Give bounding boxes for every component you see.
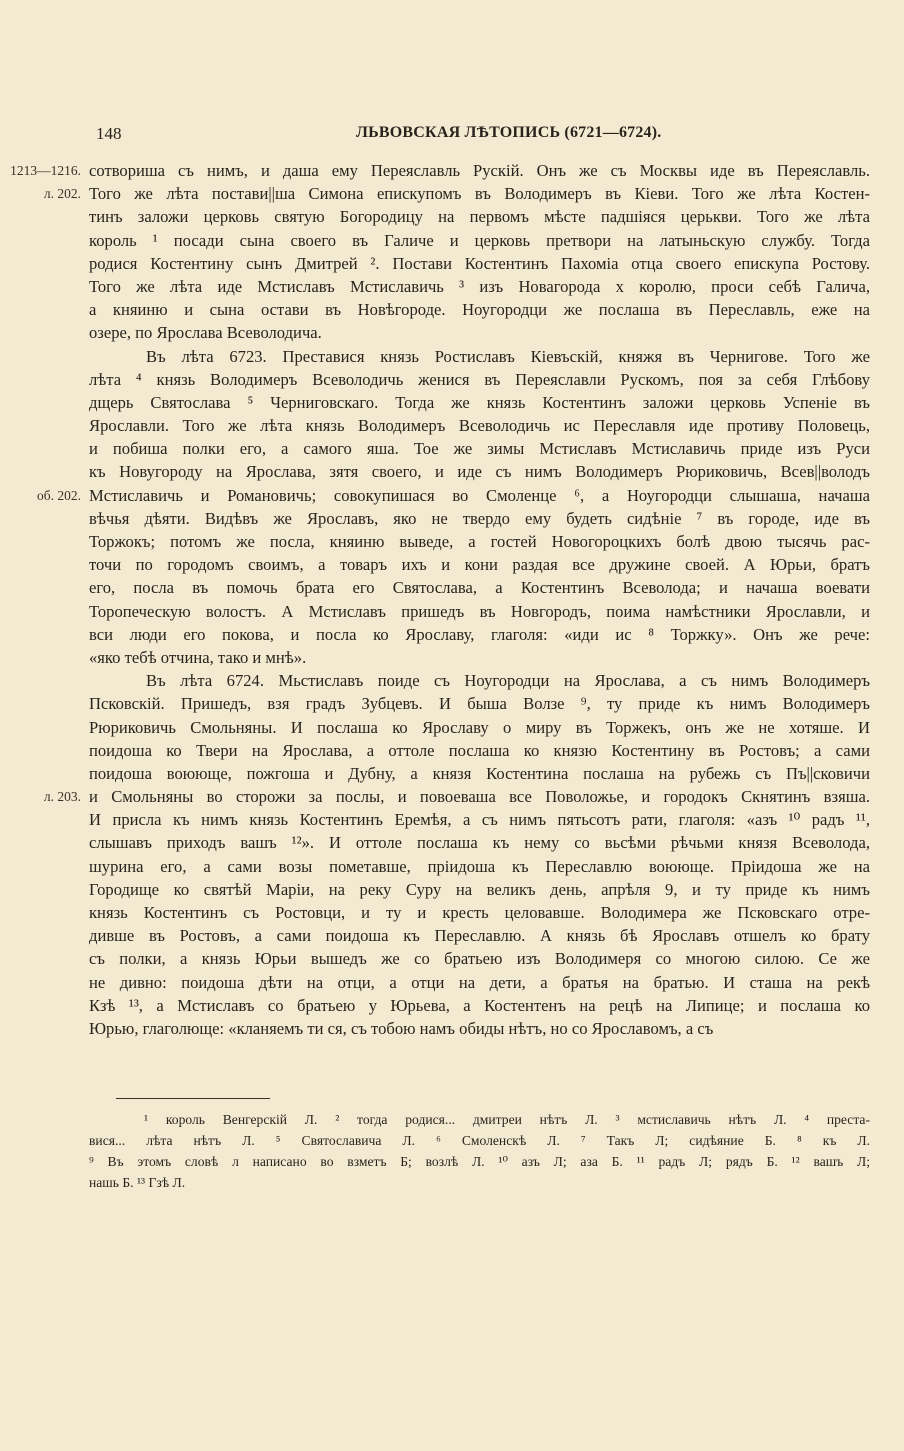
text-line: не дивно: поидоша дѣти на отци, а отци на дети, а братья на братью. И сташа на рекѣ [89,972,870,992]
text-line: и побиша полки его, а самого яша. Тое же зимы Мстиславъ Мстиславичь приде изъ Руси [89,439,870,459]
text-line: съ полки, а князь Юрьи вышедъ же со братьею изъ Володимеря со многою силою. Се же [89,949,870,969]
main-text [89,159,870,1040]
text-line: тинъ заложи церковь святую Богородицу на первомъ мѣсте падшіяся церькви. Того же лѣта [89,207,870,227]
text-line: лѣта ⁴ князь Володимеръ Всеволодичь женися въ Переяславли Рускомъ, поя за себя Глѣбову [89,369,870,389]
footnotes [89,1109,870,1193]
text-line: вѣчья дѣяти. Видѣвъ же Ярославъ, яко не твердо ему будеть сидѣніе ⁷ въ городе, иде въ [89,508,870,528]
text-line: дщерь Святослава ⁵ Черниговскаго. Тогда же князь Костентинъ заложи церковь Успеніе въ [89,392,870,412]
text-line: Того же лѣта иде Мстиславъ Мстиславичь ³ изъ Новагорода х королю, проси себѣ Галича, [89,276,870,296]
text-line: Ярославли. Того же лѣта князь Володимеръ Всеволодичь ис Переславля иде противу Половець, [89,416,870,436]
margin-note: л. 203. [43,789,81,805]
text-line: къ Новугороду на Ярослава, зятя своего, и иде съ нимъ Володимеръ Рюриковичь, Всев||володъ [89,462,870,482]
footnote-separator [116,1098,270,1099]
text-line: Торжокъ; потомъ же посла, княиню выведе, а гостей Новогороцкихъ болѣ двою тысячь рас- [89,532,870,551]
text-line: родися Костентину сынъ Дмитрей ². Постави Костентинъ Пахоміа отца своего епискупа Ростову. [89,253,870,273]
page-header [0,124,904,150]
margin-note: об. 202. [37,487,81,503]
text-line: сотвориша съ нимъ, и даша ему Переяславль Рускій. Онъ же съ Москвы иде въ Переяславль. [89,161,870,180]
text-line: поидоша воююще, пожгоша и Дубну, а князя Костентина послаша на рубежь съ Пъ||сковичи [89,763,870,783]
footnote-line: ⁹ Въ этомъ словѣ л написано во взметъ Б; возлѣ Л. ¹⁰ азъ Л; аза Б. ¹¹ радъ Л; рядъ Б. ¹² вашъ Л; [89,1154,870,1169]
text-line: Мстиславичь и Романовичь; совокупишася во Смоленце ⁶, а Ноугородци слышаша, начаша [89,485,870,505]
text-line: дивше въ Ростовъ, а сами поидоша къ Переславлю. А князь бѣ Ярославъ отшелъ ко брату [89,926,870,946]
margin-note: 1213—1216. [10,163,81,178]
text-line: точи по городомъ своимъ, а товаръ ихъ и кони раздая все дружине своей. А Юрьи, братъ [89,555,870,575]
text-line: Рюриковичь Смольняны. И послаша ко Ярославу о миру въ Торжекъ, онъ же не хотяше. И [89,717,870,737]
text-line: а княиню и сына остави въ Новѣгороде. Ноугородци же послаша въ Переславль, еже на [89,300,870,320]
text-line: Городище ко святѣй Маріи, на реку Суру на великъ день, апрѣля 9, и ту приде къ нимъ [89,879,870,899]
text-line: озере, по Ярослава Всеволодича. [89,323,322,343]
footnote-line: ¹ король Венгерскій Л. ² тогда родися... дмитреи нѣтъ Л. ³ мстиславичь нѣтъ Л. ⁴ преста- [144,1112,870,1127]
text-line: вси люди его покова, и посла ко Ярославу, глаголя: «иди ис ⁸ Торжку». Онъ же рече: [89,624,870,644]
footnote-line: нашь Б. ¹³ Гзѣ Л. [89,1175,186,1190]
text-line: князь Костентинъ съ Ростовци, и ту и кресть целовавше. Володимера же Псковскаго отре- [89,903,870,922]
text-line: его, посла въ помочь брата его Святослава, а Костентинъ Всеволода; и начаша воевати [89,578,870,598]
text-line: Въ лѣта 6724. Мьстиславъ поиде съ Ноугородци на Ярослава, а съ нимъ Володимеръ [146,671,870,691]
text-line: Того же лѣта постави||ша Симона епискупомъ въ Володимеръ въ Кіеви. Того же лѣта Костен- [89,184,870,204]
text-line: И присла къ нимъ князь Костентинъ Еремѣя, а съ нимъ пятьсотъ рати, глаголя: «азъ ¹⁰ радъ ¹¹, [89,810,870,830]
text-line: Торопеческую волостъ. А Мстиславъ пришедъ въ Новгородъ, поима намѣстники Ярославли, и [89,601,870,621]
margin-note: л. 202. [43,186,81,202]
text-line: и Смольняны во сторожи за послы, и повоеваша все Поволожье, и городокъ Скнятинъ взяша. [89,787,870,807]
text-line: шурина его, а сами возы пометавше, пріидоша къ Переславлю воююще. Пріидоша же на [89,856,870,876]
text-line: Юрью, глаголюще: «кланяемъ ти ся, съ тобою намъ обиды нѣтъ, но со Ярославомъ, а съ [89,1018,714,1038]
text-line: Въ лѣта 6723. Преставися князь Ростиславъ Кіевъскій, княжя въ Чернигове. Того же [146,346,870,366]
text-line: Псковскій. Пришедъ, взя градъ Зубцевъ. И быша Волзе ⁹, ту приде къ нимъ Володимеръ [89,694,870,714]
text-line: Кзѣ ¹³, а Мстиславъ со братьею у Юрьева, а Костентенъ на рецѣ на Липице; и послаша ко [89,995,870,1015]
text-line: «яко тебѣ отчина, тако и мнѣ». [89,647,307,667]
page-number: 148 [96,124,122,143]
text-line: король ¹ посади сына своего въ Галиче и церковь претвори на латыньскую службу. Тогда [89,230,870,250]
footnote-line: вися... лѣта нѣтъ Л. ⁵ Святославича Л. ⁶ Смоленскѣ Л. ⁷ Такъ Л; сидѣяние Б. ⁸ къ Л. [89,1133,870,1148]
text-line: поидоша ко Твери на Ярослава, а оттоле послаша ко князю Костентину въ Ростовъ; а сами [89,740,870,760]
text-line: слышавъ приходъ вашъ ¹²». И оттоле послаша къ нему со вьсѣми рѣчьми князя Всеволода, [89,833,870,853]
running-title: ЛЬВОВСКАЯ ЛѢТОПИСЬ (6721—6724). [356,124,662,141]
